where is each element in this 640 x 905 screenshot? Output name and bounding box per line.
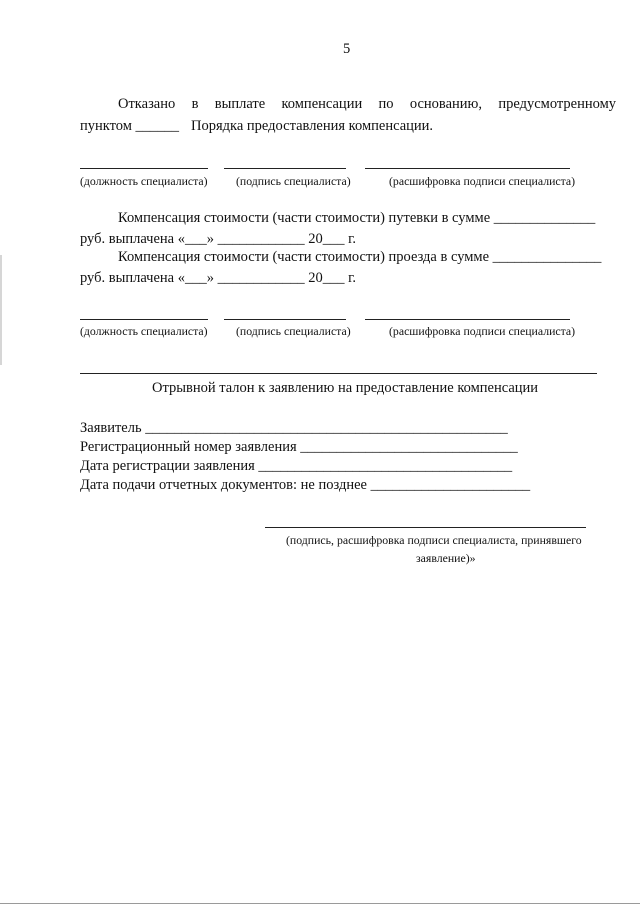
travel-compensation-line-2: руб. выплачена «___» ____________ 20___ г. (80, 270, 357, 286)
signature-line (224, 168, 346, 169)
stub-title: Отрывной талон к заявлению на предоставление компенсации (152, 380, 539, 396)
tear-off-line (80, 373, 597, 374)
trip-compensation-line-2: руб. выплачена «___» ____________ 20___ г. (80, 231, 357, 247)
position-signature-line (80, 168, 208, 169)
decryption-caption: (расшифровка подписи специалиста) (389, 174, 576, 188)
acceptance-caption-line-1: (подпись, расшифровка подписи специалиста, принявшего (286, 533, 582, 547)
signature-caption-2: (подпись специалиста) (236, 324, 351, 338)
scan-edge-mark (0, 255, 2, 365)
position-signature-line-2 (80, 319, 208, 320)
position-caption-2: (должность специалиста) (80, 324, 208, 338)
refusal-line-1: Отказано в выплате компенсации по основанию, предусмотренному (118, 96, 616, 112)
signature-line-2 (224, 319, 346, 320)
stub-reg-date: Дата регистрации заявления ___________________________________ (80, 458, 513, 474)
scan-bottom-edge (0, 903, 640, 904)
acceptance-caption-line-2: заявление)» (416, 551, 476, 565)
trip-compensation-line-1: Компенсация стоимости (части стоимости) путевки в сумме ______________ (118, 210, 596, 226)
decryption-signature-line-2 (365, 319, 570, 320)
position-caption: (должность специалиста) (80, 174, 208, 188)
refusal-line-2b: Порядка предоставления компенсации. (191, 118, 434, 134)
decryption-caption-2: (расшифровка подписи специалиста) (389, 324, 576, 338)
page-number: 5 (343, 41, 351, 57)
signature-caption: (подпись специалиста) (236, 174, 351, 188)
acceptance-signature-line (265, 527, 586, 528)
stub-reg-number: Регистрационный номер заявления ______________________________ (80, 439, 518, 455)
decryption-signature-line (365, 168, 570, 169)
refusal-line-2a: пунктом ______ (80, 118, 180, 134)
stub-applicant: Заявитель __________________________________________________ (80, 420, 508, 436)
stub-submit-date: Дата подачи отчетных документов: не позднее ______________________ (80, 477, 531, 493)
travel-compensation-line-1: Компенсация стоимости (части стоимости) проезда в сумме _______________ (118, 249, 602, 265)
